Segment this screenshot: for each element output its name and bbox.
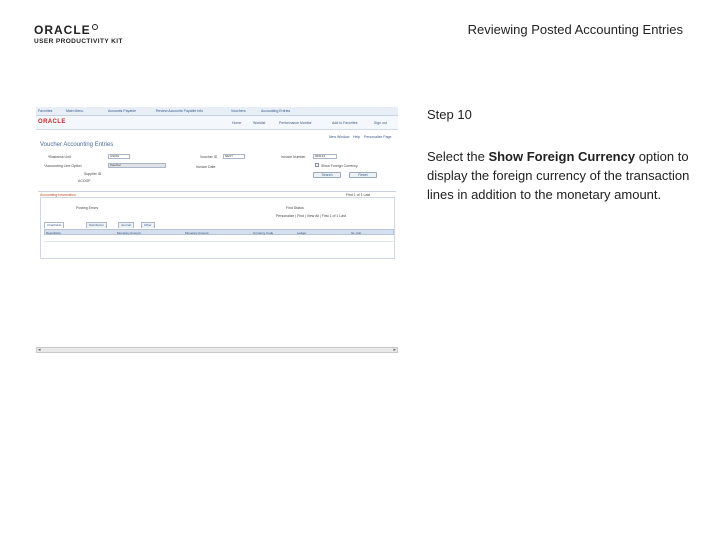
oracle-upk-logo: [34, 24, 126, 48]
reset-button[interactable]: Reset: [349, 172, 377, 178]
show-foreign-currency-checkbox[interactable]: [315, 163, 319, 167]
voucher-id-input[interactable]: NEXT: [223, 154, 245, 159]
invoice-number-input[interactable]: 000123: [313, 154, 337, 159]
invoice-date-label: Invoice Date: [196, 165, 216, 169]
col-monetary-amount: Monetary Amount: [117, 231, 141, 235]
sign-out-link[interactable]: Sign out: [374, 121, 387, 125]
worklist-link[interactable]: Worklist: [253, 121, 266, 125]
tab-chartfields[interactable]: Chartfields: [44, 222, 64, 228]
show-foreign-currency-label: Show Foreign Currency: [321, 164, 358, 168]
find-status-label[interactable]: Find Status: [286, 206, 304, 210]
scroll-left-icon[interactable]: ◂: [38, 347, 41, 353]
tab-distribution[interactable]: Distribution: [86, 222, 107, 228]
brand-bar: [36, 116, 398, 130]
supplier-id-label: Supplier ID: [84, 172, 102, 176]
breadcrumb: [36, 107, 398, 116]
logo-oracle-text: ORACLE: [34, 24, 126, 37]
col-monetary-amount-2: Monetary Amount: [185, 231, 209, 235]
application-screenshot: [36, 107, 398, 353]
scroll-right-icon[interactable]: ▸: [393, 347, 396, 353]
col-ledger: Ledger: [297, 231, 307, 235]
section-title: Accounting Information: [40, 193, 76, 197]
instruction-prefix: Select the: [427, 149, 489, 164]
home-link[interactable]: Home: [232, 121, 242, 125]
accounting-information-section: [38, 191, 396, 196]
page-heading: Voucher Accounting Entries: [40, 142, 114, 148]
performance-monitor-link[interactable]: Performance Monitor: [279, 121, 312, 125]
accounting-line-option-label: *Accounting Line Option: [44, 164, 82, 168]
instruction-bold: Show Foreign Currency: [488, 149, 636, 164]
accounting-line-option-select[interactable]: Voucher: [108, 163, 166, 168]
breadcrumb-favorites[interactable]: Favorites: [38, 109, 53, 113]
instruction-suffix: option to display the foreign currency of the transaction lines in addition to the monetary amount.: [427, 149, 690, 202]
instruction-text: [427, 147, 697, 204]
tab-other[interactable]: Other: [141, 222, 155, 228]
business-unit-input[interactable]: US001: [108, 154, 130, 159]
brand-logo: ORACLE: [38, 119, 66, 125]
breadcrumb-accounts-payable[interactable]: Accounts Payable: [108, 109, 137, 113]
breadcrumb-review-ap-info[interactable]: Review Accounts Payable Info: [156, 109, 204, 113]
breadcrumb-main-menu[interactable]: Main Menu: [66, 109, 84, 113]
add-to-favorites-link[interactable]: Add to Favorites: [332, 121, 358, 125]
new-window-link[interactable]: New Window: [329, 135, 350, 139]
logo-subtitle: USER PRODUCTIVITY KIT: [34, 38, 123, 45]
col-gl-unit: GL Unit: [351, 231, 362, 235]
tab-journal[interactable]: Journal: [118, 222, 134, 228]
posting-errors-label: Posting Errors: [76, 206, 99, 210]
col-currency-code: Currency Code: [253, 231, 274, 235]
supplier-value: ACOGP: [78, 179, 91, 183]
section-nav[interactable]: First 1 of 1 Last: [346, 193, 371, 197]
search-button[interactable]: Search: [313, 172, 341, 178]
voucher-id-label: Voucher ID: [200, 155, 218, 159]
grid-header: [44, 229, 394, 235]
business-unit-label: *Business Unit: [48, 155, 71, 159]
horizontal-scrollbar[interactable]: [36, 347, 398, 353]
grid-nav[interactable]: Personalize | Find | View All | First 1 of 1 Last: [276, 214, 346, 218]
table-row: [44, 236, 394, 242]
breadcrumb-accounting-entries[interactable]: Accounting Entries: [261, 109, 291, 113]
col-description: Description: [46, 231, 62, 235]
breadcrumb-vouchers[interactable]: Vouchers: [231, 109, 246, 113]
invoice-number-label: Invoice Number: [281, 155, 306, 159]
slide-title: Reviewing Posted Accounting Entries: [467, 22, 683, 37]
personalize-page-link[interactable]: Personalize Page: [364, 135, 392, 139]
step-number: Step 10: [427, 107, 472, 122]
help-link[interactable]: Help: [353, 135, 361, 139]
